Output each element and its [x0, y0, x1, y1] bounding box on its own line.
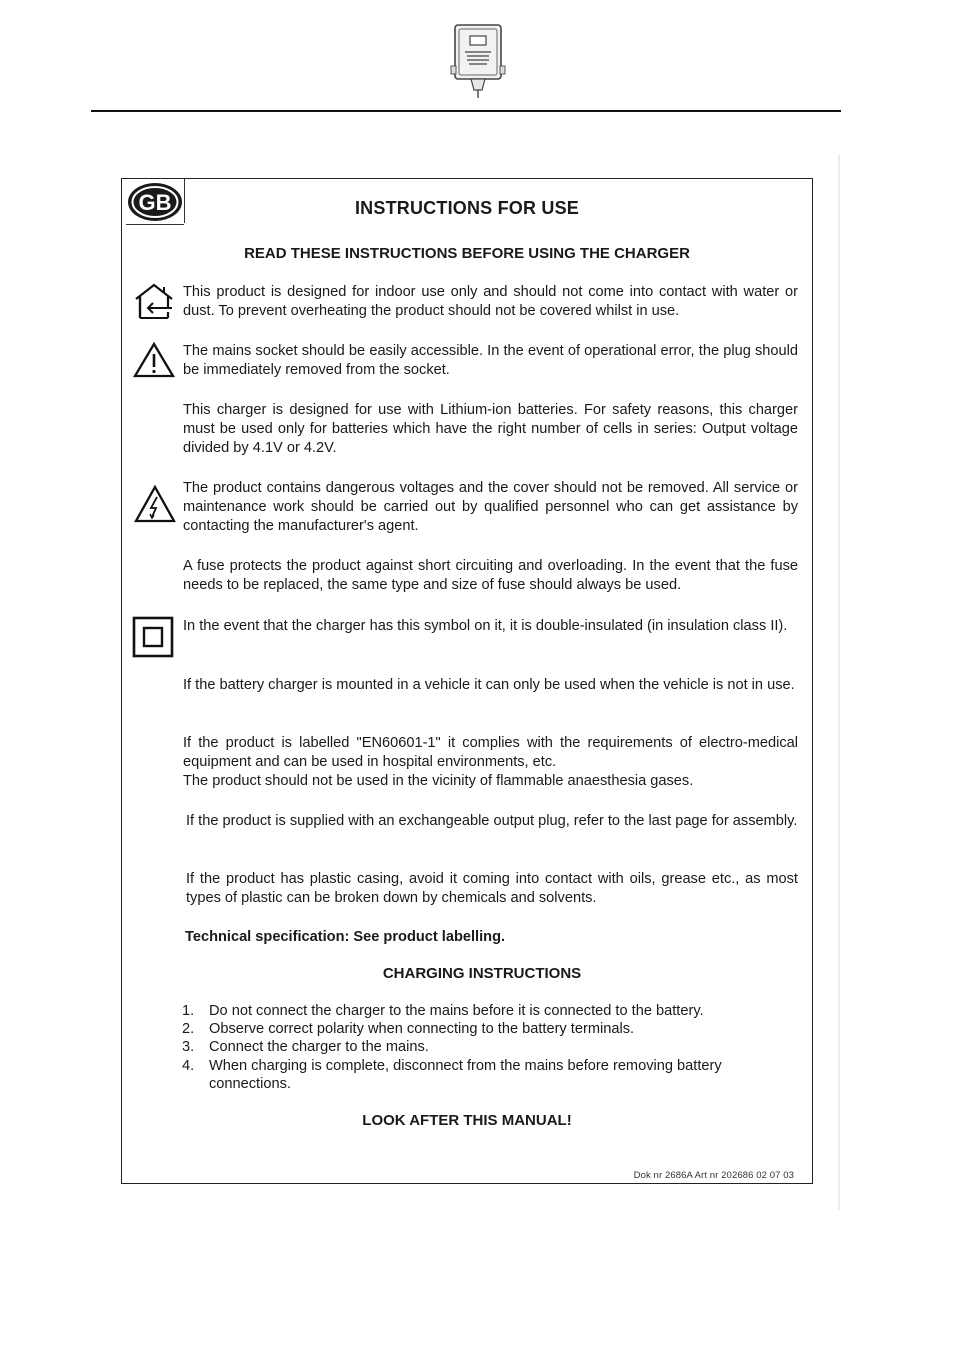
paragraph-fuse: A fuse protects the product against short circuiting and overloading. In the event that the fuse needs to be replaced, the same type and size of fuse should always be used.: [183, 558, 798, 593]
paragraph-lithium-ion: This charger is designed for use with Lithium-ion batteries. For safety reasons, this charger must be used only for batteries which have the right number of cells in series: Output voltage divided by 4.1V or 4.2V.: [183, 402, 798, 456]
gb-badge-label: GB: [138, 190, 172, 215]
charger-device-icon: [449, 22, 507, 102]
instructions-panel: [121, 178, 813, 1184]
double-insulation-icon: [131, 615, 175, 659]
document-reference: Dok nr 2686A Art nr 202686 02 07 03: [633, 1170, 794, 1181]
list-item: 2. Observe correct polarity when connecting to the battery terminals.: [182, 1021, 635, 1038]
technical-specification: Technical specification: See product labelling.: [185, 929, 506, 945]
badge-divider: [126, 224, 184, 225]
list-item: 3. Connect the charger to the mains.: [182, 1039, 429, 1056]
paragraph-anaesthesia: The product should not be used in the vicinity of flammable anaesthesia gases.: [183, 773, 694, 789]
paragraph-plastic-casing: If the product has plastic casing, avoid it coming into contact with oils, grease etc., as most types of plastic can be broken down by chemicals and solvents.: [186, 871, 798, 906]
high-voltage-triangle-icon: [133, 484, 177, 524]
paragraph-double-insulated: In the event that the charger has this symbol on it, it is double-insulated (in insulation class II).: [183, 618, 788, 634]
paragraph-mains-socket: The mains socket should be easily accessible. In the event of operational error, the plug should be immediately removed from the socket.: [183, 343, 798, 378]
indoor-house-icon: [132, 281, 176, 321]
warning-triangle-icon: [132, 341, 176, 379]
page-subtitle: READ THESE INSTRUCTIONS BEFORE USING THE CHARGER: [244, 245, 690, 262]
list-item: 1. Do not connect the charger to the mains before it is connected to the battery.: [182, 1003, 704, 1019]
header-rule: [91, 110, 841, 112]
paragraph-en60601: If the product is labelled "EN60601-1" it complies with the requirements of electro-medical equipment and can be used in hospital environments, etc.: [183, 735, 798, 770]
page-title: INSTRUCTIONS FOR USE: [354, 198, 579, 218]
paragraph-indoor-use: This product is designed for indoor use only and should not come into contact with water or dust. To prevent overheating the product should not be covered whilst in use.: [183, 284, 798, 319]
charging-instructions-title: CHARGING INSTRUCTIONS: [382, 965, 582, 982]
scan-edge: [838, 155, 840, 1210]
paragraph-vehicle: If the battery charger is mounted in a vehicle it can only be used when the vehicle is not in use.: [183, 677, 795, 693]
look-after-manual-note: LOOK AFTER THIS MANUAL!: [362, 1112, 572, 1129]
charging-steps: [182, 1002, 798, 1093]
list-item: 4. When charging is complete, disconnect from the mains before removing battery connections.: [182, 1057, 722, 1092]
paragraph-dangerous-voltage: The product contains dangerous voltages and the cover should not be removed. All service or maintenance work should be carried out by qualified personnel who can get assistance by contacting the manufacturer's agent.: [183, 480, 798, 534]
paragraph-output-plug: If the product is supplied with an exchangeable output plug, refer to the last page for assembly.: [186, 813, 798, 829]
